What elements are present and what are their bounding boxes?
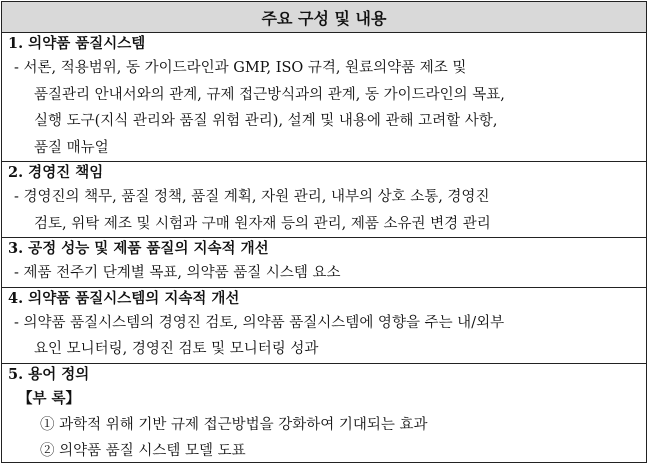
section-1 bbox=[2, 33, 646, 162]
section-body bbox=[2, 55, 646, 161]
section-title: 5. 용어 정의 bbox=[8, 365, 90, 383]
section-title: 4. 의약품 품질시스템의 지속적 개선 bbox=[8, 289, 240, 307]
appendix-item: ① 과학적 위해 기반 규제 접근방법을 강화하여 기대되는 효과 bbox=[40, 416, 428, 433]
body-line: 실행 도구(지식 관리와 품질 위험 관리), 설계 및 내용에 관해 고려할 사항, bbox=[34, 113, 498, 129]
body-line: 요인 모니터링, 경영진 검토 및 모니터링 성과 bbox=[34, 341, 319, 357]
header-title: 주요 구성 및 내용 bbox=[261, 8, 387, 28]
section-title: 3. 공정 성능 및 제품 품질의 지속적 개선 bbox=[8, 240, 269, 257]
section-5 bbox=[2, 364, 646, 464]
body-line: - 경영진의 책무, 품질 정책, 품질 계획, 자원 관리, 내부의 상호 소통, 경영진 bbox=[14, 189, 490, 205]
body-line: - 제품 전주기 단계별 목표, 의약품 품질 시스템 요소 bbox=[14, 265, 341, 281]
appendix-title: 【부 록】 bbox=[18, 389, 81, 407]
body-line: 품질 매뉴얼 bbox=[34, 139, 109, 156]
content-table bbox=[1, 1, 647, 463]
section-body bbox=[2, 310, 646, 363]
appendix-item: ② 의약품 품질 시스템 모델 도표 bbox=[40, 442, 246, 459]
table-header bbox=[2, 2, 646, 33]
section-3 bbox=[2, 238, 646, 288]
section-body bbox=[2, 184, 646, 237]
section-4 bbox=[2, 288, 646, 364]
body-line: 품질관리 안내서와의 관계, 규제 접근방식과의 관계, 동 가이드라인의 목표, bbox=[34, 86, 505, 103]
section-body bbox=[2, 260, 646, 287]
body-line: - 서론, 적용범위, 동 가이드라인과 GMP, ISO 규격, 원료의약품 제조 및 bbox=[14, 60, 467, 76]
body-line: 검토, 위탁 제조 및 시험과 구매 원자재 등의 관리, 제품 소유권 변경 관리 bbox=[34, 215, 491, 232]
section-title: 2. 경영진 책임 bbox=[8, 164, 104, 181]
section-title: 1. 의약품 품질시스템 bbox=[8, 35, 146, 52]
section-2 bbox=[2, 162, 646, 238]
body-line: - 의약품 품질시스템의 경영진 검토, 의약품 품질시스템에 영향을 주는 내/외부 bbox=[14, 314, 505, 331]
